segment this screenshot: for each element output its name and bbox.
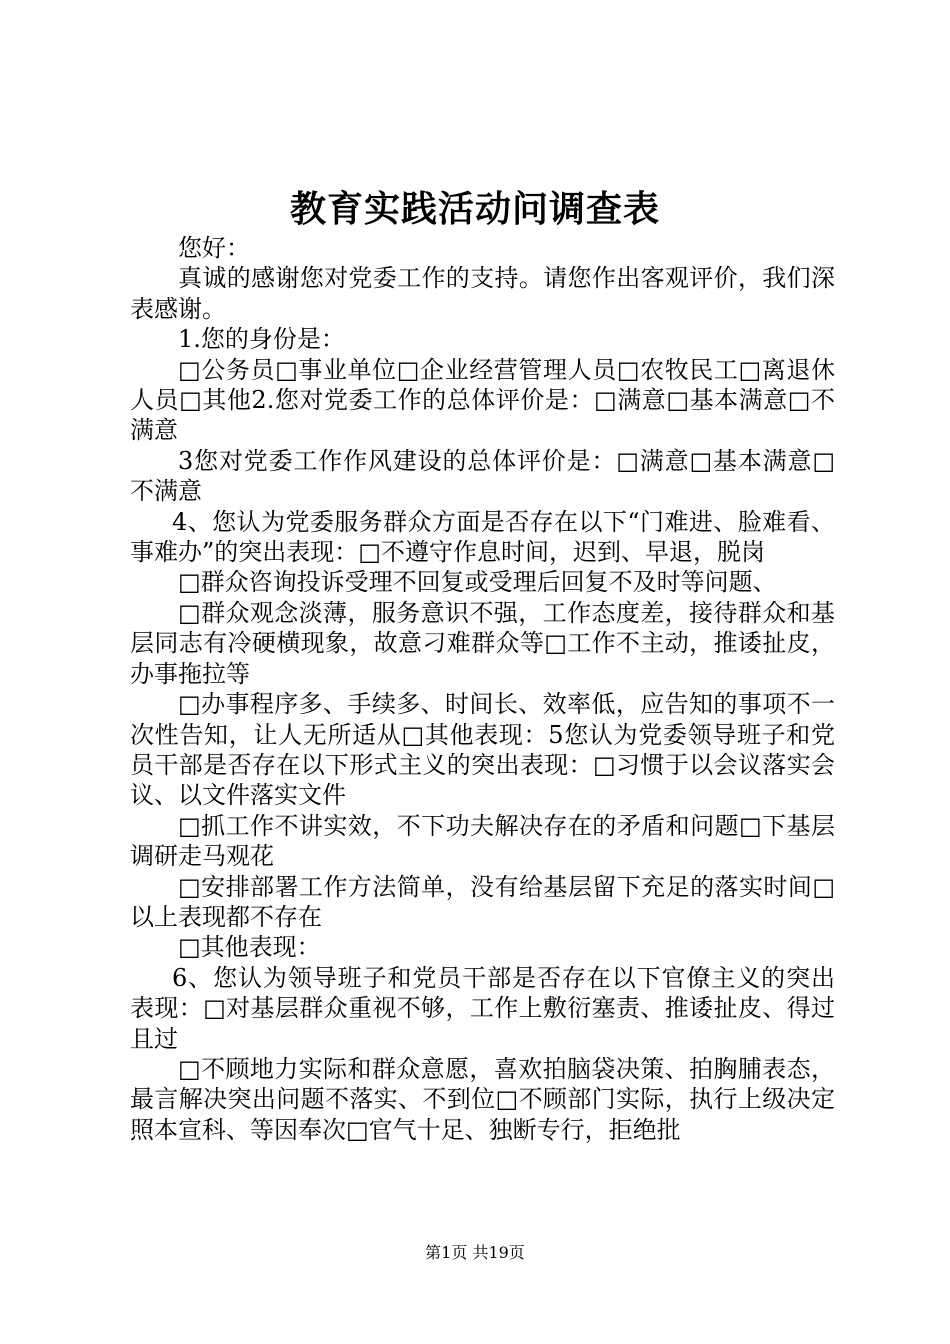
question-5-option-a: □抓工作不讲实效，不下功夫解决存在的矛盾和问题□下基层调研走马观花 [130,811,835,871]
question-6: 6、您认为领导班子和党员干部是否存在以下官僚主义的突出表现：□对基层群众重视不够，工作上敷衍塞责、推诿扯皮、得过且过 [130,963,835,1053]
question-4-option-b: □群众观念淡薄，服务意识不强，工作态度差，接待群众和基层同志有冷硬横现象，故意刁难群众等□工作不主动，推诿扯皮，办事拖拉等 [130,598,835,688]
page-footer: 第1页 共19页 [425,1243,525,1262]
question-4-option-a: □群众咨询投诉受理不回复或受理后回复不及时等问题、 [178,568,777,597]
question-4-option-c: □办事程序多、手续多、时间长、效率低，应告知的事项不一次性告知，让人无所适从□其他表现：5您认为党委领导班子和党员干部是否存在以下形式主义的突出表现：□习惯于以会议落实会议、以文件落实文件 [130,690,835,810]
question-1: 1.您的身份是： [178,325,345,354]
question-5-option-b: □安排部署工作方法简单，没有给基层留下充足的落实时间□以上表现都不存在 [130,872,835,931]
document-body [130,233,835,1145]
question-6-option-a: □不顾地力实际和群众意愿，喜欢拍脑袋决策、拍胸脯表态，最言解决突出问题不落实、不到位□不顾部门实际，执行上级决定照本宣科、等因奉次□官气十足、独断专行，拒绝批 [130,1054,835,1144]
greeting: 您好： [178,234,250,262]
question-3: 3您对党委工作作风建设的总体评价是：□满意□基本满意□不满意 [130,446,835,506]
question-5-option-c: □其他表现： [178,933,321,962]
question-1-options: □公务员□事业单位□企业经营管理人员□农牧民工□离退休人员□其他2.您对党委工作的总体评价是：□满意□基本满意□不满意 [130,355,835,445]
question-4: 4、您认为党委服务群众方面是否存在以下“门难进、脸难看、事难办”的突出表现：□不遵守作息时间，迟到、早退，脱岗 [130,507,835,567]
intro-paragraph: 真诚的感谢您对党委工作的支持。请您作出客观评价，我们深表感谢。 [130,264,835,323]
document-title: 教育实践活动问调查表 [289,188,660,230]
